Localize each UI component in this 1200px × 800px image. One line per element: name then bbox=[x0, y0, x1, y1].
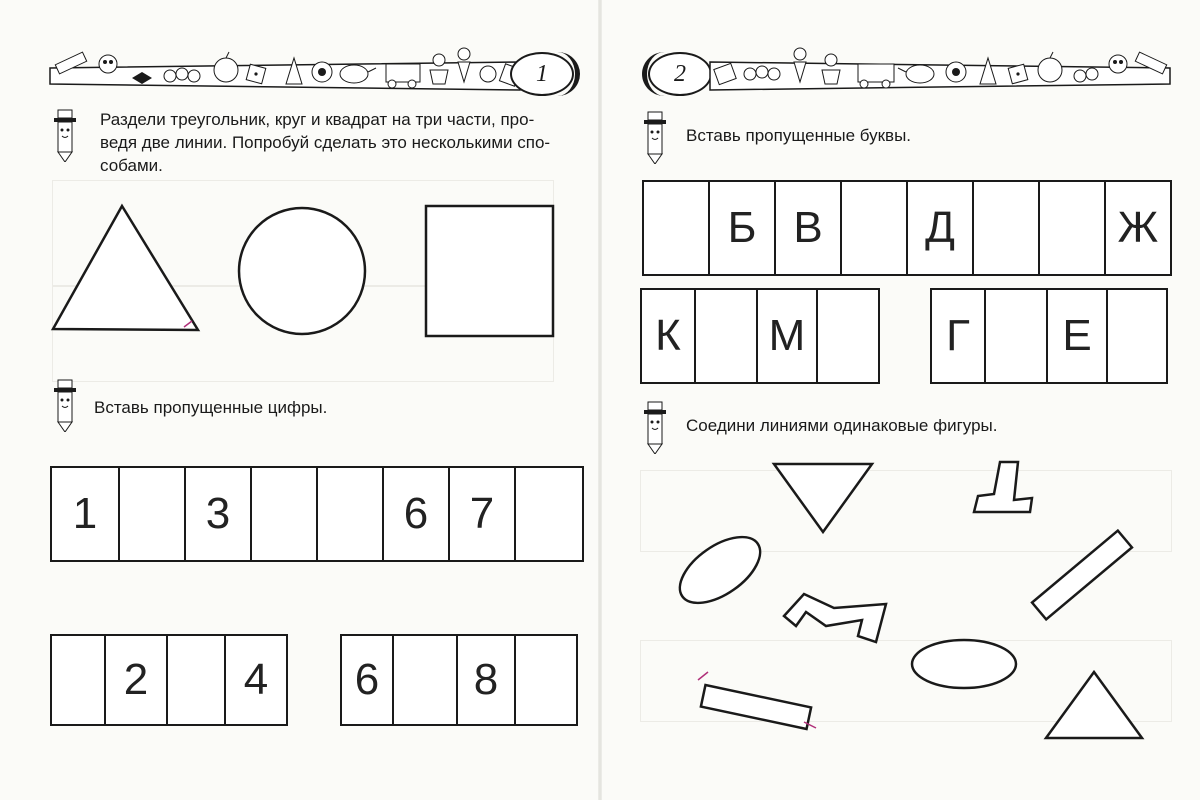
header-decoration bbox=[710, 40, 1170, 96]
header-decoration bbox=[50, 40, 520, 96]
digit-cell bbox=[394, 636, 458, 724]
ellipse-shape-flat bbox=[912, 640, 1016, 688]
digit-cell: 1 bbox=[52, 468, 120, 560]
letter-cell: М bbox=[758, 290, 818, 382]
letter-cell bbox=[974, 182, 1040, 274]
bug-icon bbox=[480, 66, 496, 82]
digit-cell bbox=[516, 468, 582, 560]
digit-cell: 6 bbox=[342, 636, 394, 724]
letter-cell: Б bbox=[710, 182, 776, 274]
letter-cell: Г bbox=[932, 290, 986, 382]
right-page bbox=[600, 0, 1200, 800]
digit-row-1 bbox=[50, 466, 584, 562]
digit-cell: 4 bbox=[243, 655, 269, 704]
digit-cell bbox=[52, 636, 106, 724]
ellipse-shape-tilted bbox=[669, 524, 772, 616]
pencil-mascot-icon bbox=[50, 378, 80, 432]
dice-icon bbox=[1008, 64, 1028, 84]
digit-cell: 3 bbox=[186, 468, 252, 560]
bug-icon bbox=[1109, 55, 1127, 73]
digit-cell: 6 bbox=[384, 468, 450, 560]
digit-cell bbox=[252, 468, 318, 560]
letter-cell: В bbox=[776, 182, 842, 274]
triangle-shape-right bbox=[1046, 672, 1142, 738]
task1-instruction: Вставь пропущенные буквы. bbox=[686, 126, 912, 145]
letter-row-3 bbox=[930, 288, 1168, 384]
letter-cell bbox=[986, 290, 1048, 382]
letter-cell bbox=[644, 182, 710, 274]
pencil-mascot-icon bbox=[640, 110, 670, 164]
s-step-shape-bottom bbox=[784, 594, 886, 642]
matching-shapes bbox=[600, 440, 1200, 780]
triangle-shape bbox=[50, 203, 200, 333]
digit-cell: 2 bbox=[106, 636, 168, 724]
apple-icon bbox=[214, 52, 238, 82]
digit-row-3 bbox=[340, 634, 578, 726]
page-number: 2 bbox=[648, 52, 712, 96]
letter-cell: Ж bbox=[1117, 203, 1159, 252]
instruction-line: ведя две линии. Попробуй сделать это несколькими спо- bbox=[100, 133, 551, 152]
digit-cell bbox=[168, 636, 226, 724]
dice-icon bbox=[246, 64, 266, 84]
task1-instruction bbox=[100, 108, 580, 177]
letter-cell: Д bbox=[908, 182, 974, 274]
pencil-mascot-icon bbox=[50, 108, 80, 162]
bug-icon bbox=[99, 55, 117, 73]
letter-cell: Е bbox=[1048, 290, 1108, 382]
task2-instruction: Соедини линиями одинаковые фигуры. bbox=[686, 416, 998, 435]
square-shape bbox=[424, 204, 556, 336]
apple-icon bbox=[1038, 52, 1062, 82]
digit-cell: 7 bbox=[450, 468, 516, 560]
letter-cell bbox=[842, 182, 908, 274]
letter-cell bbox=[696, 290, 758, 382]
flower-icon bbox=[312, 62, 332, 82]
letter-cell bbox=[1108, 290, 1166, 382]
instruction-line: собами. bbox=[100, 156, 163, 175]
page-number: 1 bbox=[510, 52, 574, 96]
bar-shape-tilted bbox=[1032, 531, 1132, 620]
bar-shape-flat bbox=[701, 685, 811, 729]
letter-row-2 bbox=[640, 288, 880, 384]
digit-cell bbox=[120, 468, 186, 560]
caterpillar-icon bbox=[164, 68, 200, 82]
s-step-shape-top bbox=[974, 462, 1032, 512]
flower-icon bbox=[946, 62, 966, 82]
letter-cell bbox=[1040, 182, 1106, 274]
circle-shape bbox=[236, 205, 368, 337]
letter-cell: К bbox=[642, 290, 696, 382]
digit-cell bbox=[318, 468, 384, 560]
inverted-triangle-shape bbox=[774, 464, 872, 532]
task2-instruction: Вставь пропущенные цифры. bbox=[94, 398, 328, 417]
letter-cell bbox=[818, 290, 878, 382]
digit-cell bbox=[516, 636, 576, 724]
instruction-line: Раздели треугольник, круг и квадрат на три части, про- bbox=[100, 110, 535, 129]
letter-row-1 bbox=[642, 180, 1172, 276]
digit-row-2 bbox=[50, 634, 288, 726]
digit-cell: 8 bbox=[458, 636, 516, 724]
caterpillar-icon bbox=[744, 66, 780, 80]
